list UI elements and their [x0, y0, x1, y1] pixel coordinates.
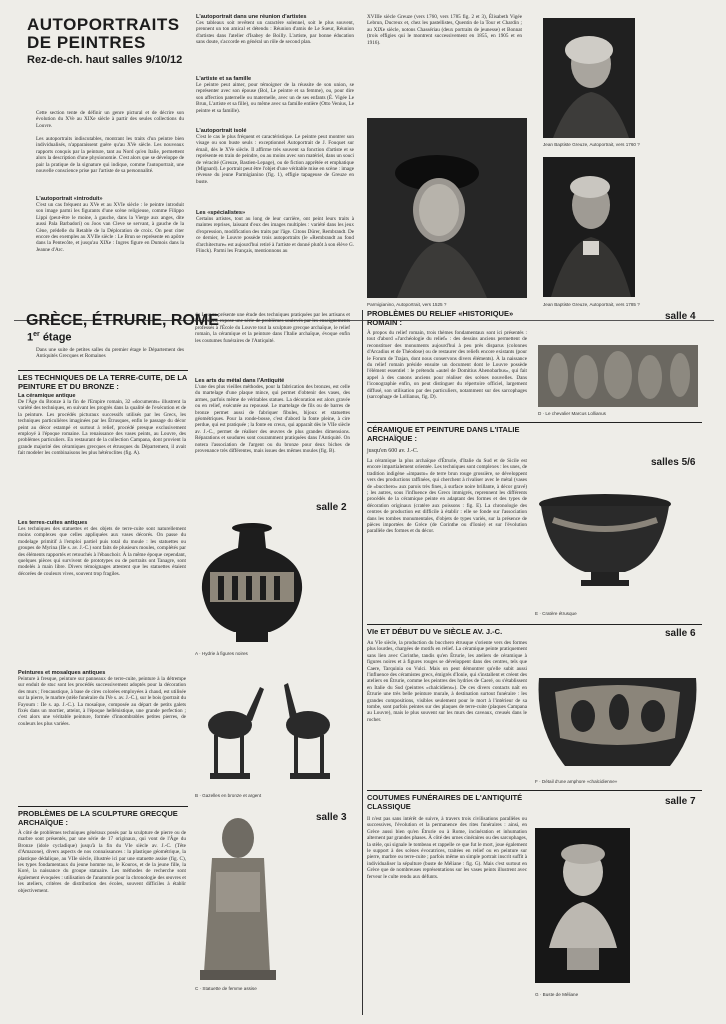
caption-B: B · Gazelles en bronze et argent [195, 793, 262, 798]
amphora-detail-icon [535, 668, 700, 776]
section-heading: Peintures et mosaïques antiques [18, 670, 106, 676]
top-section-2 [196, 14, 354, 46]
terres-cuites-section [18, 520, 186, 577]
bottom-col2-intro: du Louvre présente une étude des techniques pratiquées par les artisans et les artistes, expose une série de problèmes soulevés par les enseignements professés à l'École du Louvre tout la sculpture grecque archaïque, le relief romain, la céramique et la peinture dans l'Italie archaïque, évoque enfin les coutumes funéraires de l'Antiquité. [195, 312, 350, 344]
seated-woman-statuette-photo [190, 812, 285, 982]
top-intro-2: Les autoportraits indiscutables, montrant les traits d'un peintre bien individualisés, n'apparaissent guère qu'au XVe siècle. Les nouveaux rapports conquis par la peinture, tant au Nord qu'en Italie, permettent alors la description d'une physionomie. C'est alors que se développe de pair la pratique de la signature qui indique, comme l'autoportrait, une nouvelle conscience prise par l'artiste de sa personnalité. [36, 136, 184, 175]
top-subtitle: Rez-de-ch. haut salles 9/10/12 [27, 54, 183, 66]
top-intro: Cette section tente de définir un genre pictural et de décrire son évolution du XVe au XIXe siècle à partir des seules collections du Louvre. [36, 110, 184, 129]
relief-heading: PROBLÈMES DU RELIEF «HISTORIQUE» ROMAIN : [367, 309, 514, 327]
section-heading: Les terres-cuites antiques [18, 520, 88, 526]
caption-G: G · Buste de Méliane [535, 992, 579, 997]
column-divider [362, 310, 363, 1015]
etruscan-crater-photo [535, 490, 675, 590]
divider [367, 790, 702, 791]
statuette-icon [190, 812, 285, 982]
lollianus-relief-photo [538, 345, 698, 407]
vi-siecle-text: Au VIe siècle, la production du bucchero étrusque s'oriente vers des formes plus lourdes, chargées de motifs en relief. La céramique peinte pratiquement sans lien avec Corinthe, tandis qu'en Étrurie, les ateliers de céramique à figures noires et à figures rouges se développent dans des centres, tels que Caere, Tarquinia ou Vulci. Mais on peut démontrer qu'elle subit aussi l'influence des céramistes grecs, émigrés d'Ionie, qui s'installent et créent des ateliers en Étrurie, comme les peintres des hydries de Caeré, ou s'établissent en Italie du Sud (peintres «chalcidiens»). De ces divers contacts naît en Étrurie une très belle peinture murale, à destination surtout funéraire : les grandes compositions, visibles seulement pour le mort à l'intérieur de sa tombe, sont parfois peintes sur des plaques de terre-cuite (plaques Campana au Louvre), mais le plus souvent sur les murs des caveaux, creusés dans le rocher. [367, 640, 527, 723]
hydria-vase-icon [190, 500, 315, 645]
section-heading: L'autoportrait isolé [196, 128, 247, 134]
section-heading: Les arts du métal dans l'Antiquité [195, 378, 285, 384]
coutumes-heading: COUTUMES FUNÉRAIRES DE L'ANTIQUITÉ CLASSIQUE [367, 793, 523, 811]
top-title-line1: AUTOPORTRAITS [27, 15, 180, 34]
vi-siecle-heading: VIe ET DÉBUT DU Ve SIÈCLE AV. J.-C. [367, 627, 503, 636]
salle-6-label: salle 6 [665, 628, 696, 639]
section-text: L'une des plus vieilles méthodes, pour la fabrication des bronzes, est celle du martelage d'une plaque mince, qui permet d'obtenir des vases, des armes, parfois même de véritables statues. La décoration est alors gravée ou en relief, exécutée au repoussé. Le martelage de fils ou de barres de bronze permet aussi de fabriquer fibules, bijoux et statuettes géométriques. Pour la ronde-bosse, c'est d'abord la fonte pleine, à cire perdue, qui est pratiquée ; la fonte en creux, qui apparaît dès le VIIe siècle av. J.-C., permet de réaliser des œuvres de plus grandes dimensions. Réparations et soudures sont couramment pratiquées dans l'Antiquité. On notera l'association de l'argent ou du bronze pour deux biches de provenance très différentes, mais issues des mêmes moules (fig. B). [195, 384, 350, 455]
chalcidian-amphora-photo [535, 668, 700, 776]
salle-7-label: salle 7 [665, 796, 696, 807]
portrait-figure-icon [367, 118, 527, 298]
section-text: C'est le cas le plus fréquent et caractéristique. Le peintre peut montrer son visage ou son buste seuls : exceptionnel Autoportrait de J. Fouquet sur émail, dès le XVe siècle. Il affirme très souvent sa fonction d'artiste et se représente en train de peindre, ou au moins avec son matériel, dans un souci de véracité (Greuze, Bastien-Lepage), ou de fiction apprêtée et emphatique (Mignard). Le portrait peut être l'objet d'une véritable mise en scène : image réveuse du jeune Parmigianino (fig. 1), effigie tapageuse de Greuze en buste. [196, 134, 354, 185]
greuze-1760-portrait-photo [543, 18, 635, 138]
top-title-line2: DE PEINTRES [27, 33, 146, 52]
peintures-section [18, 670, 186, 727]
ceramique-section [18, 393, 186, 457]
relief-text: À propos du relief romain, trois thèmes fondamentaux sont ici présentés : tout d'abord «l'archéologie du relief» : des dessins anciens permettent de reconstituer des monuments aujourd'hui à peu près disparus (colonnes d'Arcadius et de Théodose) ou de restaurer des reliefs encore existants (pour le Forum de Trajan, dont nous conservons divers éléments). À la naissance du relief romain préside ensuite un document dont le Louvre possède l'élément essentiel : le prétendu «autel de Domitius Ahenobarbus», qui fait appel à des canons anciens pour réaliser des scènes nouvelles. Dans l'iconographie enfin, on peut distinguer du répertoire officiel, largement diffusé, son utilisation par des particuliers, notamment sur des sarcophages (sarcophage de Lollianus, fig. D). [367, 330, 527, 401]
section-heading: L'autoportrait dans une réunion d'artistes [196, 14, 307, 20]
section-heading: L'artiste et sa famille [196, 76, 252, 82]
salle-3-label: salle 3 [316, 812, 347, 823]
techniques-heading: LES TECHNIQUES DE LA TERRE-CUITE, DE LA PEINTURE ET DU BRONZE : [18, 373, 188, 391]
salle-2-label: salle 2 [316, 502, 347, 513]
caption-C: C · Statuette de femme assise [195, 986, 257, 991]
portrait-figure-icon [543, 157, 635, 297]
sculpture-text: À côté de problèmes techniques généraux posés par la sculpture de pierre ou de marbre sont présentés, par une série de 17 originaux, qui vont de l'Âge du Bronze (idole cycladique) jusqu'à la fin du VIe siècle av. J.-C. (Tête d'Amazone), divers aspects de nos connaissances : la plastique géométrique, la plastique dédalique, au VIIe siècle, illustrée ici par une statuette assise (fig. C), les types fondamentaux du jeune homme nu, le Kouros, et de la jeune fille, la Koré, la naissance du groupe statuaire. Les méthodes de recherche sont également évoquées : utilisation de l'anatomie pour la chronologie des œuvres et les ateliers, critères de distribution des écoles, souvent difficiles à établir objectivement. [18, 830, 186, 894]
divider [367, 422, 702, 423]
caption-E: E · Cratère étrusque [535, 611, 577, 616]
gazelles-photo [190, 665, 350, 790]
italie-subtitle: jusqu'en 600 av. J.-C. [367, 448, 419, 454]
italie-heading: CÉRAMIQUE ET PEINTURE DANS L'ITALIE ARCHAÏQUE : [367, 425, 520, 443]
caption-F: F · Détail d'une amphore «chalcidienne» [535, 779, 618, 784]
gazelle-figures-icon [190, 665, 350, 790]
section-heading: La céramique antique [18, 393, 76, 399]
section-heading: Les «spécialistes» [196, 210, 246, 216]
section-text: De l'Âge du Bronze à la fin de l'Empire romain, 32 «documents» illustrent la variété des techniques, en suivant les progrès dans la qualité de l'exécution et de la peinture. Les procédés picturaux successifs utilisés par les Grecs, les techniques particulières imaginées par les Étrusques, enfin le passage du décor peint au décor estampé et surtout à relief, procédé presque exclusivement employé à l'époque romaine. La renaissance des vases peints, au Louvre, des problèmes particuliers. En restaurant de la collection Campana, dont provient la grande majorité des céramiques grecques et étrusques du Département, il avait fait modeler les combinaisons les plus hétéroclites (fig. A). [18, 399, 186, 457]
section-text: Certains artistes, tout au long de leur carrière, ont peint leurs traits à maintes reprises, laissant d'eux des images multiples : variété dans les jeux d'expression, modification des traits par l'âge. Citons Dürer, Rembrandt. De ce dernier, le Louvre possède trois autoportraits (le «Rembrandt au fond d'architecture» est aujourd'hui retiré à l'artiste et donné plutôt à son élève G. Flinck). Parmi les Français, mentionnons au [196, 216, 354, 255]
bust-figure-icon [535, 828, 630, 983]
top-col3-text: XVIIIe siècle Greuze (vers 1760, vers 1785 fig. 2 et 3), Élisabeth Vigée Lebrun, Ducreux et, chez les pastellistes, Quentin de la Tour et Chardin ; au XIXe siècle, notons Chassériau (deux portraits de jeunesse) et Bonnat (trois effigies qui le montrent successivement en 1855, en 1905 et en 1916). [367, 14, 522, 46]
bust-of-meliane-photo [535, 828, 630, 983]
metal-section [195, 378, 350, 454]
salle-5-6-label: salles 5/6 [651, 457, 696, 468]
relief-figures-icon [538, 345, 698, 407]
crater-vase-icon [535, 490, 675, 590]
greuze-1785-portrait-photo [543, 157, 635, 297]
parmigianino-portrait-photo [367, 118, 527, 298]
top-section-3 [196, 76, 354, 114]
coutumes-text: Il n'est pas sans intérêt de suivre, à travers trois civilisations parallèles ou successives, l'évolution et la permanence des rites funéraires : ainsi, en Grèce aussi bien qu'en Étrurie ou à Rome, incinération et inhumation alternent par grandes phases. À côté des urnes cinéraires ou des sarcophages, la stèle, qui signale le tombeau et rappelle ce que fut le mort, joue également le support à des scènes évocatrices, traitées en relief ou en peinture sur pierre, marbre ou terre-cuite ; parfois même un simple portrait inscrit suffit à individualiser la sépulture (buste de Méliane : fig. G). Mais c'est surtout en Grèce que de nombreuses représentations sur les vases peints illustrent avec ferveur le culte rendu aux défunts. [367, 816, 527, 880]
sculpture-heading: PROBLÈMES DE LA SCULPTURE GRECQUE ARCHAÏQUE : [18, 809, 178, 827]
divider [367, 624, 702, 625]
caption-A: A · Hydrie à figures noires [195, 651, 248, 656]
section-text: Le peintre peut aimer, pour témoigner de la réussite de son union, se représenter avec son épouse (Bol, Le peintre et sa femme), ou, pour dire son affection paternelle ou maternelle, avec un de ses enfants (É. Vigée Le Brun, L'artiste et sa fille), ou même avec sa famille entière (Otto Venius, Le peintre et sa famille). [196, 82, 354, 114]
hydria-vase-photo [190, 500, 315, 645]
caption-D: D · Le chevalier Marcus Lollianus [538, 411, 606, 416]
portrait-figure-icon [543, 18, 635, 138]
section-text: C'est un cas fréquent au XVe et au XVIe siècle : le peintre introduit son image parmi les figurants d'une scène religieuse, comme Filippo Lippi (peut-être le moine, à gauche, dans la Vierge aux anges, dite aussi Pala Barbadori) ou Joos van Cleve se servant, à gauche de la Cène, prédelle du Retable de la Déploration de croix. On peut citer encore des exemples au XVIIe siècle : Le Brun se représente en apôtre dans la Pentecôte, et jusqu'au XIXe : Ingres figure en Dumois dans la Jeanne d'Arc. [36, 202, 184, 253]
divider [18, 806, 188, 807]
salle-4-label: salle 4 [665, 311, 696, 322]
section-heading: L'autoportrait «introduit» [36, 196, 103, 202]
top-section-4 [196, 128, 354, 185]
section-text: Peinture à fresque, peinture sur panneaux de terre-cuite, peinture à la détrempe sur enduit de stuc sont les procédés successivement adoptés pour la décoration des murs ; l'encaustique, à base de cires colorées employées à chaud, est utilisée sur la pierre, le marbre (stèle funéraire du IVe s. av. J.-C.), sur le bois (portrait du Fayoum : IIe s. ap. J.-C.). La mosaïque, composée au départ de petits galets fixés dans un mortier, atteint, à l'époque hellénistique, une grande perfection ; c'est alors une véritable peinture, formée d'innombrables petites pierres, de couleurs les plus variées. [18, 676, 186, 727]
floor-label: 1er étage [27, 331, 72, 344]
top-section-5 [196, 210, 354, 254]
caption-parmigianino: Parmigianino, Autoportrait, vers 1525 ? [367, 302, 447, 307]
caption-greuze-1785: Jean Baptiste Greuze, Autoportrait, vers 1785 ? [543, 302, 640, 307]
divider [18, 370, 188, 371]
bottom-intro: Dans une suite de petites salles du premier étage le Département des Antiquités Grecques et Romaines [36, 347, 184, 360]
bottom-title: GRÈCE, ÉTRURIE, ROME [26, 312, 219, 329]
caption-greuze-1760: Jean Baptiste Greuze, Autoportrait, vers 1760 ? [543, 142, 640, 147]
italie-text: La céramique la plus archaïque d'Étrurie, d'Italie du Sud et de Sicile est encore impartialement orientée. Les techniques sont complexes : les unes, de tradition indigène «impasto» de terre brun rouge grossière, se développent vers des productions raffinées, qui cherchent à rivaliser avec le métal (vases de «bucchero» aux parois très fines, à surface noire brillante, à décor gravé) ; les autres, sous l'influence des Grecs immigrés, reprennent les différents procédés de la céramique peinte en adaptant des formes et des types de décoration originaux (cratère aux poissons : fig. E). La chronologie des centres de production est difficile à établir : elle se fonde sur l'association dans les tombes monumentales, d'objets de types variés, sur la présence de pièces importées de Grèce (de Corinthe ou d'Ionie) et sur l'évolution parallèle des formes et du décor. [367, 458, 527, 535]
section-text: Les techniques des statuettes et des objets de terre-cuite sont naturellement moins complexes que celles appliquées aux vases décorés. On passe du modelage primitif à l'emploi partiel puis total du moule : les statuettes ou groupes de Myrina (IIe s. av. J.-C.) sont faits de plusieurs moules, complétés par des éléments rapportés et retouchés à l'ébauchoir. À la même époque cependant, quelques pièces qui survivent de prototypes ou de portraits ont Tanagre, sont modelés à main libre. Divers témoignages attestent que les statuettes étaient décorées de couleurs vives, souvent trop fragiles. [18, 526, 186, 577]
section-text: Ces tableaux soit revêtent un caractère solennel, soit le plus souvent, prennent un ton amical et détendu : Réunion d'amis de Le Sueur, Réunion d'artistes dans l'atelier d'Isabey de Boilly. L'artiste, par bonne éducation sans doute, s'accorde en général un rôle de second plan. [196, 20, 354, 46]
top-section-1 [36, 196, 184, 253]
